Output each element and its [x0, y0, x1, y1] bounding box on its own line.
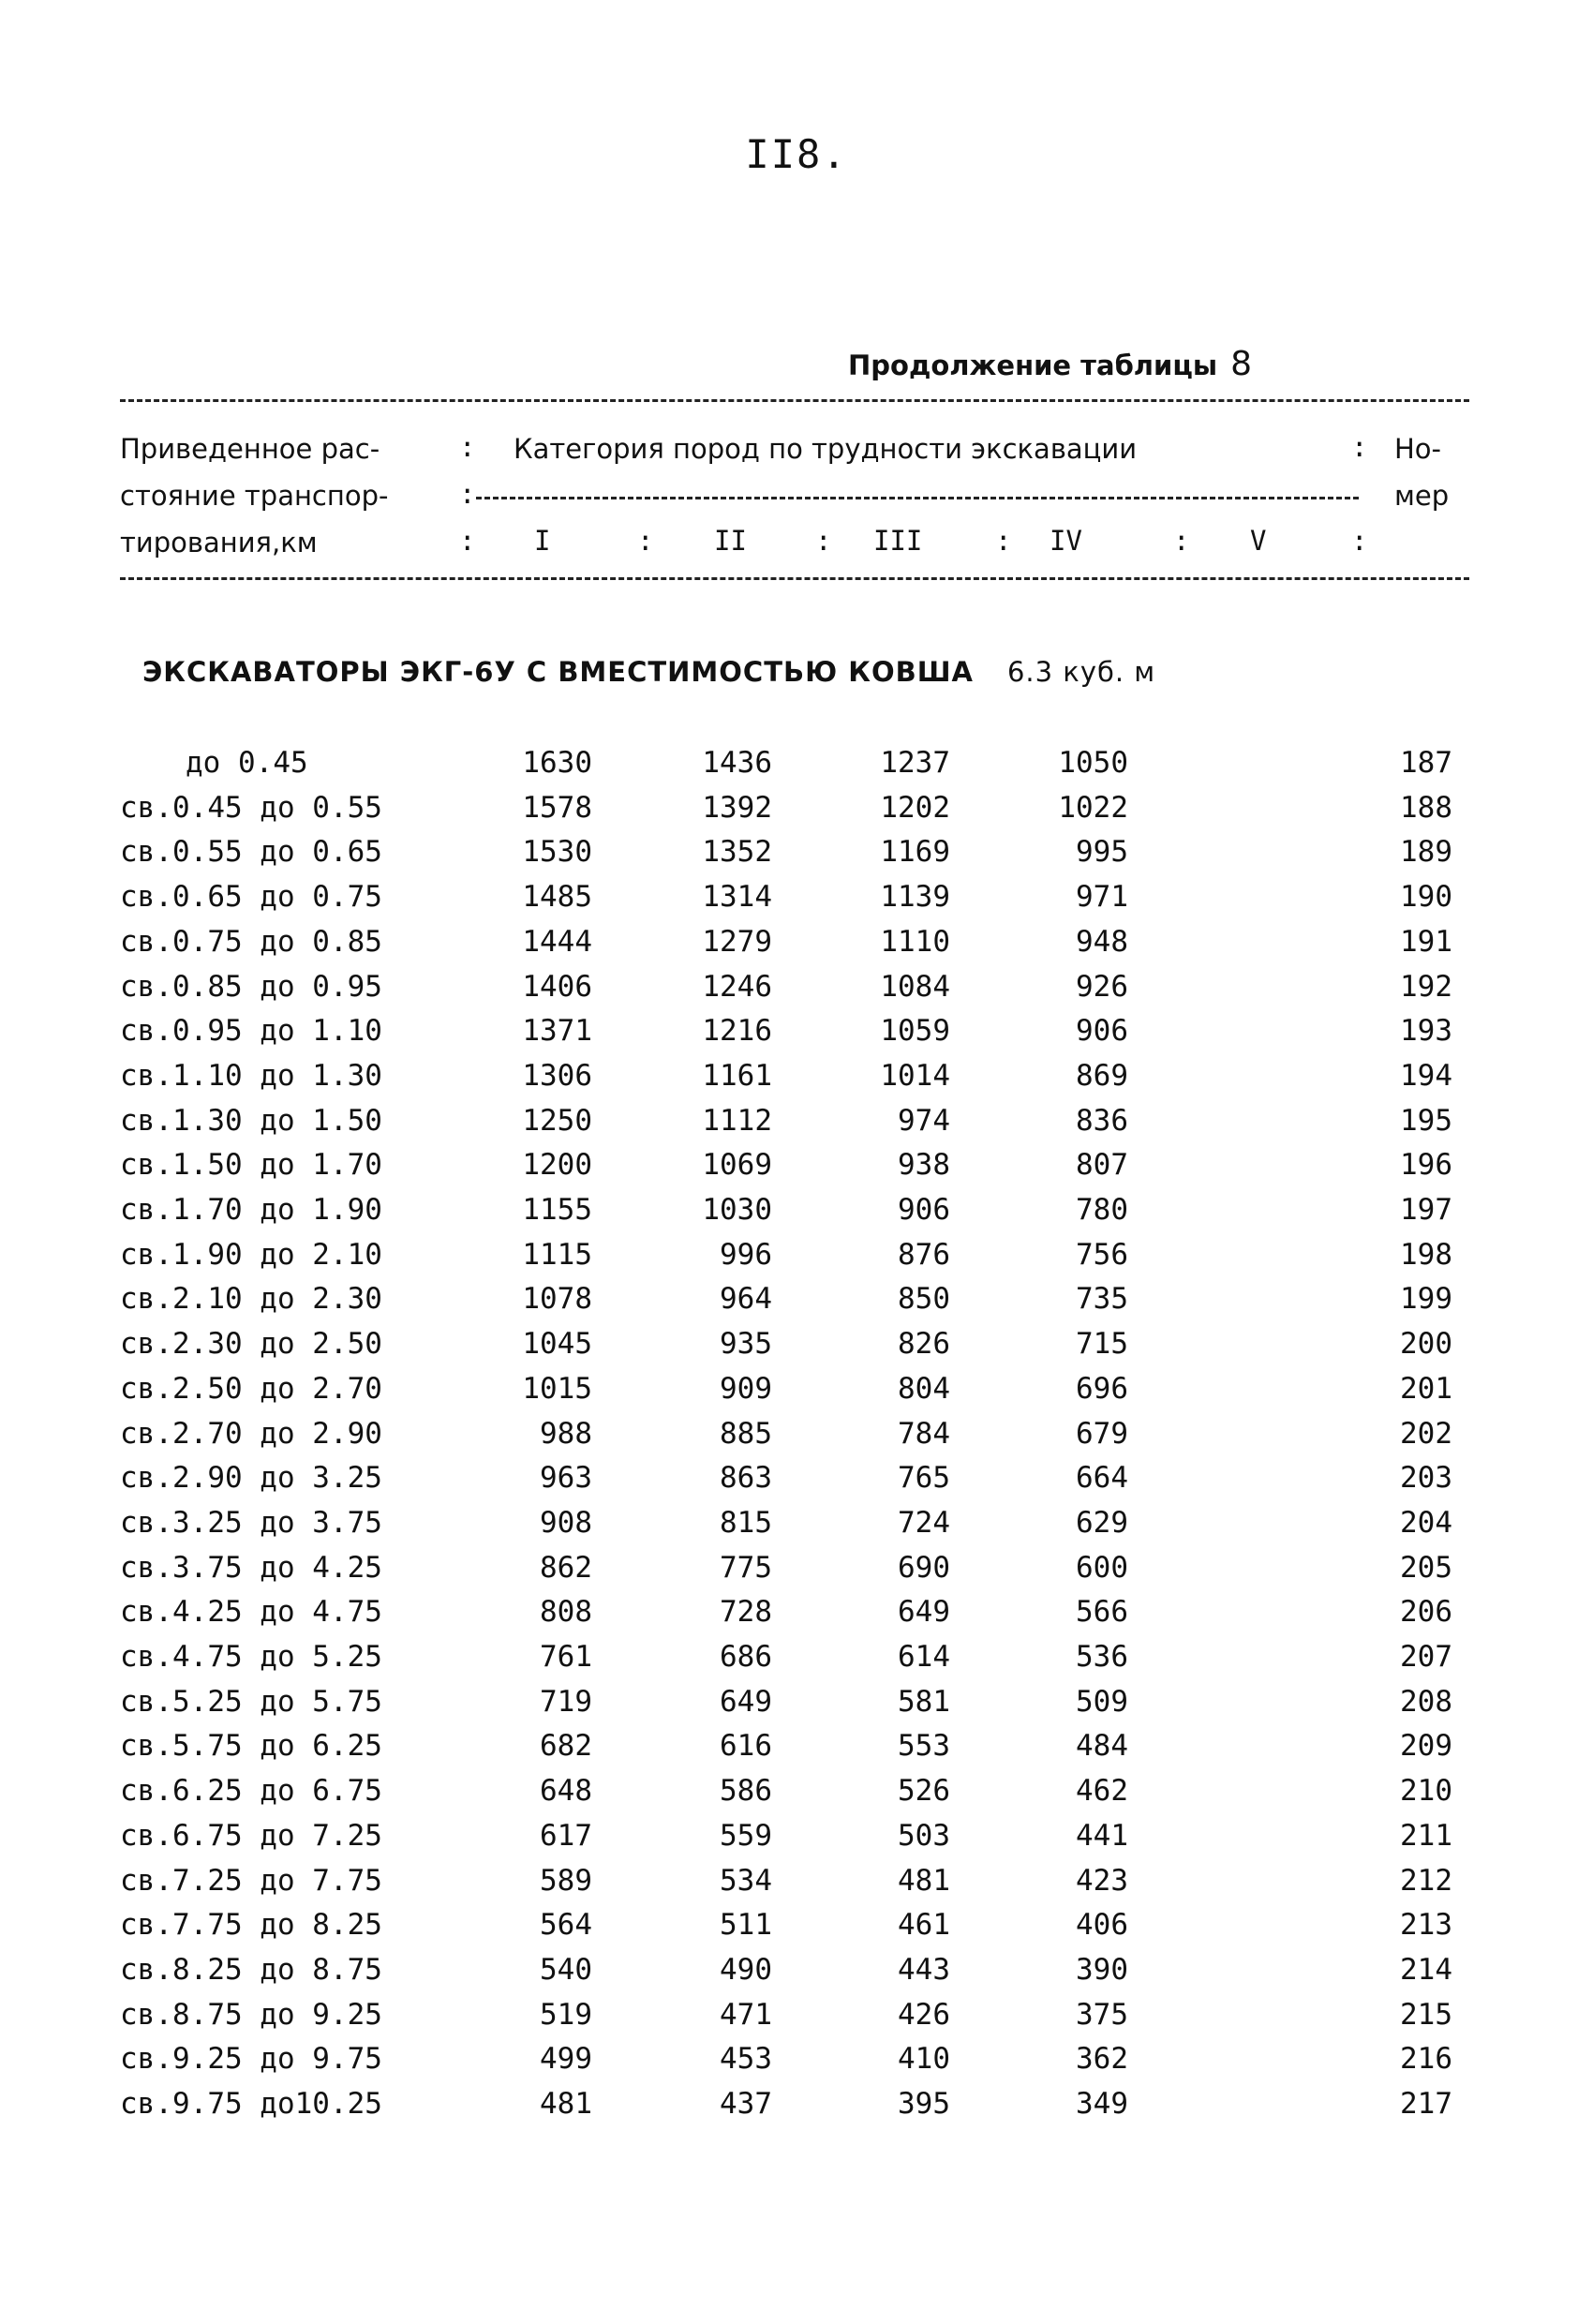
category-I-cell: 617	[540, 1818, 592, 1853]
category-II-cell: 1436	[702, 746, 772, 780]
row-number-cell: 217	[1400, 2087, 1452, 2121]
category-IV-cell: 484	[1076, 1729, 1128, 1764]
category-II-cell: 1112	[702, 1103, 772, 1138]
distance-cell: св.6.25 до 6.75	[120, 1774, 382, 1809]
category-II-cell: 996	[720, 1237, 772, 1272]
distance-cell: св.1.50 до 1.70	[120, 1148, 382, 1183]
category-IV-cell: 906	[1076, 1014, 1128, 1049]
table-row	[0, 1551, 1593, 1595]
category-III-cell: 526	[898, 1774, 950, 1809]
table-row	[0, 1506, 1593, 1550]
row-number-cell: 205	[1400, 1550, 1452, 1585]
distance-cell: св.0.55 до 0.65	[120, 835, 382, 870]
category-III-cell: 724	[898, 1505, 950, 1540]
header-category-I: I	[534, 525, 551, 557]
header-top-rule	[120, 399, 1469, 402]
header-distance-line3: тирования,км	[120, 527, 318, 559]
row-number-cell: 208	[1400, 1684, 1452, 1719]
category-III-cell: 395	[898, 2087, 950, 2121]
category-II-cell: 586	[720, 1774, 772, 1809]
category-II-cell: 453	[720, 2042, 772, 2077]
category-III-cell: 1059	[880, 1014, 950, 1049]
category-II-cell: 863	[720, 1461, 772, 1496]
header-separator: :	[1173, 525, 1190, 557]
table-row	[0, 835, 1593, 879]
row-number-cell: 212	[1400, 1863, 1452, 1898]
header-separator: :	[459, 478, 476, 510]
distance-cell: св.2.90 до 3.25	[120, 1461, 382, 1496]
category-IV-cell: 462	[1076, 1774, 1128, 1809]
category-IV-cell: 375	[1076, 1997, 1128, 2032]
category-III-cell: 804	[898, 1371, 950, 1406]
header-separator: :	[995, 525, 1012, 557]
page-number: II8.	[745, 131, 848, 177]
category-I-cell: 808	[540, 1595, 592, 1630]
section-heading	[142, 656, 1155, 688]
table-row	[0, 1864, 1593, 1908]
category-III-cell: 906	[898, 1193, 950, 1227]
table-row	[0, 1417, 1593, 1461]
category-IV-cell: 696	[1076, 1371, 1128, 1406]
category-IV-cell: 441	[1076, 1818, 1128, 1853]
table-row	[0, 1998, 1593, 2042]
category-III-cell: 765	[898, 1461, 950, 1496]
category-III-cell: 876	[898, 1237, 950, 1272]
header-separator: :	[1351, 525, 1368, 557]
distance-cell: св.5.75 до 6.25	[120, 1729, 382, 1764]
table-row	[0, 925, 1593, 969]
category-I-cell: 1015	[522, 1371, 592, 1406]
table-row	[0, 1461, 1593, 1505]
row-number-cell: 198	[1400, 1237, 1452, 1272]
category-I-cell: 481	[540, 2087, 592, 2121]
category-III-cell: 649	[898, 1595, 950, 1630]
category-I-cell: 988	[540, 1416, 592, 1451]
header-distance-line1: Приведенное рас-	[120, 433, 380, 465]
row-number-cell: 215	[1400, 1997, 1452, 2032]
category-I-cell: 589	[540, 1863, 592, 1898]
category-II-cell: 437	[720, 2087, 772, 2121]
category-III-cell: 461	[898, 1908, 950, 1943]
category-II-cell: 964	[720, 1282, 772, 1317]
distance-cell: св.3.75 до 4.25	[120, 1550, 382, 1585]
table-row	[0, 1014, 1593, 1058]
header-separator: :	[459, 525, 476, 557]
category-I-cell: 1485	[522, 880, 592, 915]
row-number-cell: 190	[1400, 880, 1452, 915]
category-II-cell: 1246	[702, 969, 772, 1004]
distance-cell: св.9.75 до10.25	[120, 2087, 382, 2121]
category-I-cell: 519	[540, 1997, 592, 2032]
distance-cell: св.8.25 до 8.75	[120, 1952, 382, 1987]
row-number-cell: 199	[1400, 1282, 1452, 1317]
category-IV-cell: 869	[1076, 1058, 1128, 1093]
table-row	[0, 1148, 1593, 1192]
category-III-cell: 826	[898, 1327, 950, 1362]
category-IV-cell: 780	[1076, 1193, 1128, 1227]
category-IV-cell: 715	[1076, 1327, 1128, 1362]
distance-cell: св.4.75 до 5.25	[120, 1640, 382, 1674]
category-IV-cell: 536	[1076, 1640, 1128, 1674]
category-III-cell: 614	[898, 1640, 950, 1674]
category-IV-cell: 971	[1076, 880, 1128, 915]
category-I-cell: 1371	[522, 1014, 592, 1049]
table-row	[0, 1819, 1593, 1863]
category-III-cell: 784	[898, 1416, 950, 1451]
category-II-cell: 686	[720, 1640, 772, 1674]
category-III-cell: 481	[898, 1863, 950, 1898]
table-row	[0, 1282, 1593, 1326]
row-number-cell: 202	[1400, 1416, 1452, 1451]
category-I-cell: 963	[540, 1461, 592, 1496]
table-row	[0, 1595, 1593, 1639]
category-IV-cell: 679	[1076, 1416, 1128, 1451]
category-II-cell: 775	[720, 1550, 772, 1585]
category-I-cell: 862	[540, 1550, 592, 1585]
category-II-cell: 909	[720, 1371, 772, 1406]
distance-cell: св.0.45 до 0.55	[120, 790, 382, 825]
category-I-cell: 719	[540, 1684, 592, 1719]
category-II-cell: 1216	[702, 1014, 772, 1049]
header-number-line1: Но-	[1394, 433, 1442, 465]
category-IV-cell: 600	[1076, 1550, 1128, 1585]
row-number-cell: 188	[1400, 790, 1452, 825]
table-row	[0, 791, 1593, 835]
category-IV-cell: 390	[1076, 1952, 1128, 1987]
row-number-cell: 200	[1400, 1327, 1452, 1362]
category-III-cell: 1237	[880, 746, 950, 780]
category-II-cell: 490	[720, 1952, 772, 1987]
category-I-cell: 1250	[522, 1103, 592, 1138]
table-row	[0, 1685, 1593, 1729]
distance-cell: св.1.10 до 1.30	[120, 1058, 382, 1093]
distance-cell: св.4.25 до 4.75	[120, 1595, 382, 1630]
category-IV-cell: 1022	[1058, 790, 1128, 825]
header-bottom-rule	[120, 577, 1469, 580]
row-number-cell: 193	[1400, 1014, 1452, 1049]
table-row	[0, 1193, 1593, 1237]
category-I-cell: 1444	[522, 924, 592, 959]
category-III-cell: 581	[898, 1684, 950, 1719]
category-I-cell: 682	[540, 1729, 592, 1764]
row-number-cell: 207	[1400, 1640, 1452, 1674]
category-III-cell: 1110	[880, 924, 950, 959]
category-IV-cell: 406	[1076, 1908, 1128, 1943]
section-volume: 6.3 куб. м	[1006, 656, 1156, 688]
distance-cell: св.0.65 до 0.75	[120, 880, 382, 915]
category-III-cell: 1014	[880, 1058, 950, 1093]
row-number-cell: 210	[1400, 1774, 1452, 1809]
category-III-cell: 410	[898, 2042, 950, 2077]
category-III-cell: 503	[898, 1818, 950, 1853]
distance-cell: св.9.25 до 9.75	[120, 2042, 382, 2077]
table-row	[0, 970, 1593, 1014]
category-I-cell: 1078	[522, 1282, 592, 1317]
table-row	[0, 1327, 1593, 1371]
row-number-cell: 192	[1400, 969, 1452, 1004]
category-IV-cell: 948	[1076, 924, 1128, 959]
row-number-cell: 209	[1400, 1729, 1452, 1764]
category-IV-cell: 926	[1076, 969, 1128, 1004]
category-III-cell: 1139	[880, 880, 950, 915]
table-continuation-caption	[848, 345, 1252, 383]
row-number-cell: 191	[1400, 924, 1452, 959]
header-category-title: Категория пород по трудности экскавации	[514, 433, 1138, 465]
table-row	[0, 746, 1593, 790]
distance-cell: до 0.45	[186, 746, 308, 780]
row-number-cell: 211	[1400, 1818, 1452, 1853]
category-II-cell: 885	[720, 1416, 772, 1451]
category-II-cell: 1352	[702, 835, 772, 870]
distance-cell: св.8.75 до 9.25	[120, 1997, 382, 2032]
row-number-cell: 197	[1400, 1193, 1452, 1227]
row-number-cell: 195	[1400, 1103, 1452, 1138]
continuation-label: Продолжение таблицы	[848, 350, 1218, 381]
distance-cell: св.2.50 до 2.70	[120, 1371, 382, 1406]
category-IV-cell: 629	[1076, 1505, 1128, 1540]
category-II-cell: 1314	[702, 880, 772, 915]
row-number-cell: 206	[1400, 1595, 1452, 1630]
category-IV-cell: 509	[1076, 1684, 1128, 1719]
category-II-cell: 511	[720, 1908, 772, 1943]
category-I-cell: 648	[540, 1774, 592, 1809]
category-I-cell: 1406	[522, 969, 592, 1004]
distance-cell: св.0.95 до 1.10	[120, 1014, 382, 1049]
category-I-cell: 499	[540, 2042, 592, 2077]
table-row	[0, 1774, 1593, 1818]
header-category-V: V	[1250, 525, 1267, 557]
table-row	[0, 1059, 1593, 1103]
row-number-cell: 194	[1400, 1058, 1452, 1093]
table-row	[0, 1372, 1593, 1416]
category-III-cell: 938	[898, 1148, 950, 1183]
header-category-IV: IV	[1050, 525, 1082, 557]
distance-cell: св.7.25 до 7.75	[120, 1863, 382, 1898]
category-I-cell: 1045	[522, 1327, 592, 1362]
distance-cell: св.1.90 до 2.10	[120, 1237, 382, 1272]
category-IV-cell: 566	[1076, 1595, 1128, 1630]
distance-cell: св.0.75 до 0.85	[120, 924, 382, 959]
table-row	[0, 2087, 1593, 2131]
row-number-cell: 189	[1400, 835, 1452, 870]
category-II-cell: 616	[720, 1729, 772, 1764]
distance-cell: св.2.10 до 2.30	[120, 1282, 382, 1317]
category-II-cell: 935	[720, 1327, 772, 1362]
table-row	[0, 1953, 1593, 1997]
header-separator: :	[459, 431, 476, 463]
header-separator: :	[815, 525, 832, 557]
category-II-cell: 815	[720, 1505, 772, 1540]
category-III-cell: 426	[898, 1997, 950, 2032]
category-II-cell: 1069	[702, 1148, 772, 1183]
category-II-cell: 1030	[702, 1193, 772, 1227]
header-distance-line2: стояние транспор-	[120, 480, 389, 512]
distance-cell: св.2.30 до 2.50	[120, 1327, 382, 1362]
row-number-cell: 213	[1400, 1908, 1452, 1943]
category-I-cell: 564	[540, 1908, 592, 1943]
category-I-cell: 1578	[522, 790, 592, 825]
header-number-line2: мер	[1394, 480, 1450, 512]
distance-cell: св.3.25 до 3.75	[120, 1505, 382, 1540]
row-number-cell: 214	[1400, 1952, 1452, 1987]
category-I-cell: 761	[540, 1640, 592, 1674]
category-III-cell: 1202	[880, 790, 950, 825]
header-category-II: II	[714, 525, 747, 557]
table-number: 8	[1230, 345, 1252, 383]
table-row	[0, 880, 1593, 924]
header-separator: :	[637, 525, 654, 557]
category-IV-cell: 423	[1076, 1863, 1128, 1898]
category-II-cell: 1161	[702, 1058, 772, 1093]
category-II-cell: 649	[720, 1684, 772, 1719]
category-IV-cell: 836	[1076, 1103, 1128, 1138]
category-II-cell: 534	[720, 1863, 772, 1898]
category-I-cell: 1115	[522, 1237, 592, 1272]
table-row	[0, 1640, 1593, 1684]
category-II-cell: 1392	[702, 790, 772, 825]
row-number-cell: 196	[1400, 1148, 1452, 1183]
category-III-cell: 553	[898, 1729, 950, 1764]
table-row	[0, 1238, 1593, 1282]
table-row	[0, 1908, 1593, 1952]
category-III-cell: 1169	[880, 835, 950, 870]
header-category-rule	[476, 497, 1359, 499]
category-IV-cell: 349	[1076, 2087, 1128, 2121]
table-row	[0, 1729, 1593, 1773]
distance-cell: св.7.75 до 8.25	[120, 1908, 382, 1943]
category-I-cell: 908	[540, 1505, 592, 1540]
row-number-cell: 216	[1400, 2042, 1452, 2077]
row-number-cell: 203	[1400, 1461, 1452, 1496]
distance-cell: св.1.70 до 1.90	[120, 1193, 382, 1227]
row-number-cell: 201	[1400, 1371, 1452, 1406]
category-IV-cell: 664	[1076, 1461, 1128, 1496]
distance-cell: св.1.30 до 1.50	[120, 1103, 382, 1138]
category-IV-cell: 995	[1076, 835, 1128, 870]
distance-cell: св.2.70 до 2.90	[120, 1416, 382, 1451]
category-I-cell: 1155	[522, 1193, 592, 1227]
distance-cell: св.6.75 до 7.25	[120, 1818, 382, 1853]
category-I-cell: 1200	[522, 1148, 592, 1183]
category-III-cell: 850	[898, 1282, 950, 1317]
category-IV-cell: 756	[1076, 1237, 1128, 1272]
category-III-cell: 974	[898, 1103, 950, 1138]
category-IV-cell: 735	[1076, 1282, 1128, 1317]
header-category-III: III	[873, 525, 923, 557]
table-row	[0, 2042, 1593, 2086]
header-separator: :	[1351, 431, 1368, 463]
distance-cell: св.5.25 до 5.75	[120, 1684, 382, 1719]
category-III-cell: 690	[898, 1550, 950, 1585]
distance-cell: св.0.85 до 0.95	[120, 969, 382, 1004]
category-III-cell: 443	[898, 1952, 950, 1987]
category-II-cell: 559	[720, 1818, 772, 1853]
category-I-cell: 1530	[522, 835, 592, 870]
table-row	[0, 1104, 1593, 1148]
section-title: ЭКСКАВАТОРЫ ЭКГ-6У С ВМЕСТИМОСТЬЮ КОВША	[142, 656, 974, 688]
category-II-cell: 728	[720, 1595, 772, 1630]
category-IV-cell: 362	[1076, 2042, 1128, 2077]
row-number-cell: 204	[1400, 1505, 1452, 1540]
category-I-cell: 1306	[522, 1058, 592, 1093]
category-II-cell: 471	[720, 1997, 772, 2032]
category-I-cell: 1630	[522, 746, 592, 780]
row-number-cell: 187	[1400, 746, 1452, 780]
category-III-cell: 1084	[880, 969, 950, 1004]
category-I-cell: 540	[540, 1952, 592, 1987]
category-II-cell: 1279	[702, 924, 772, 959]
category-IV-cell: 807	[1076, 1148, 1128, 1183]
category-IV-cell: 1050	[1058, 746, 1128, 780]
